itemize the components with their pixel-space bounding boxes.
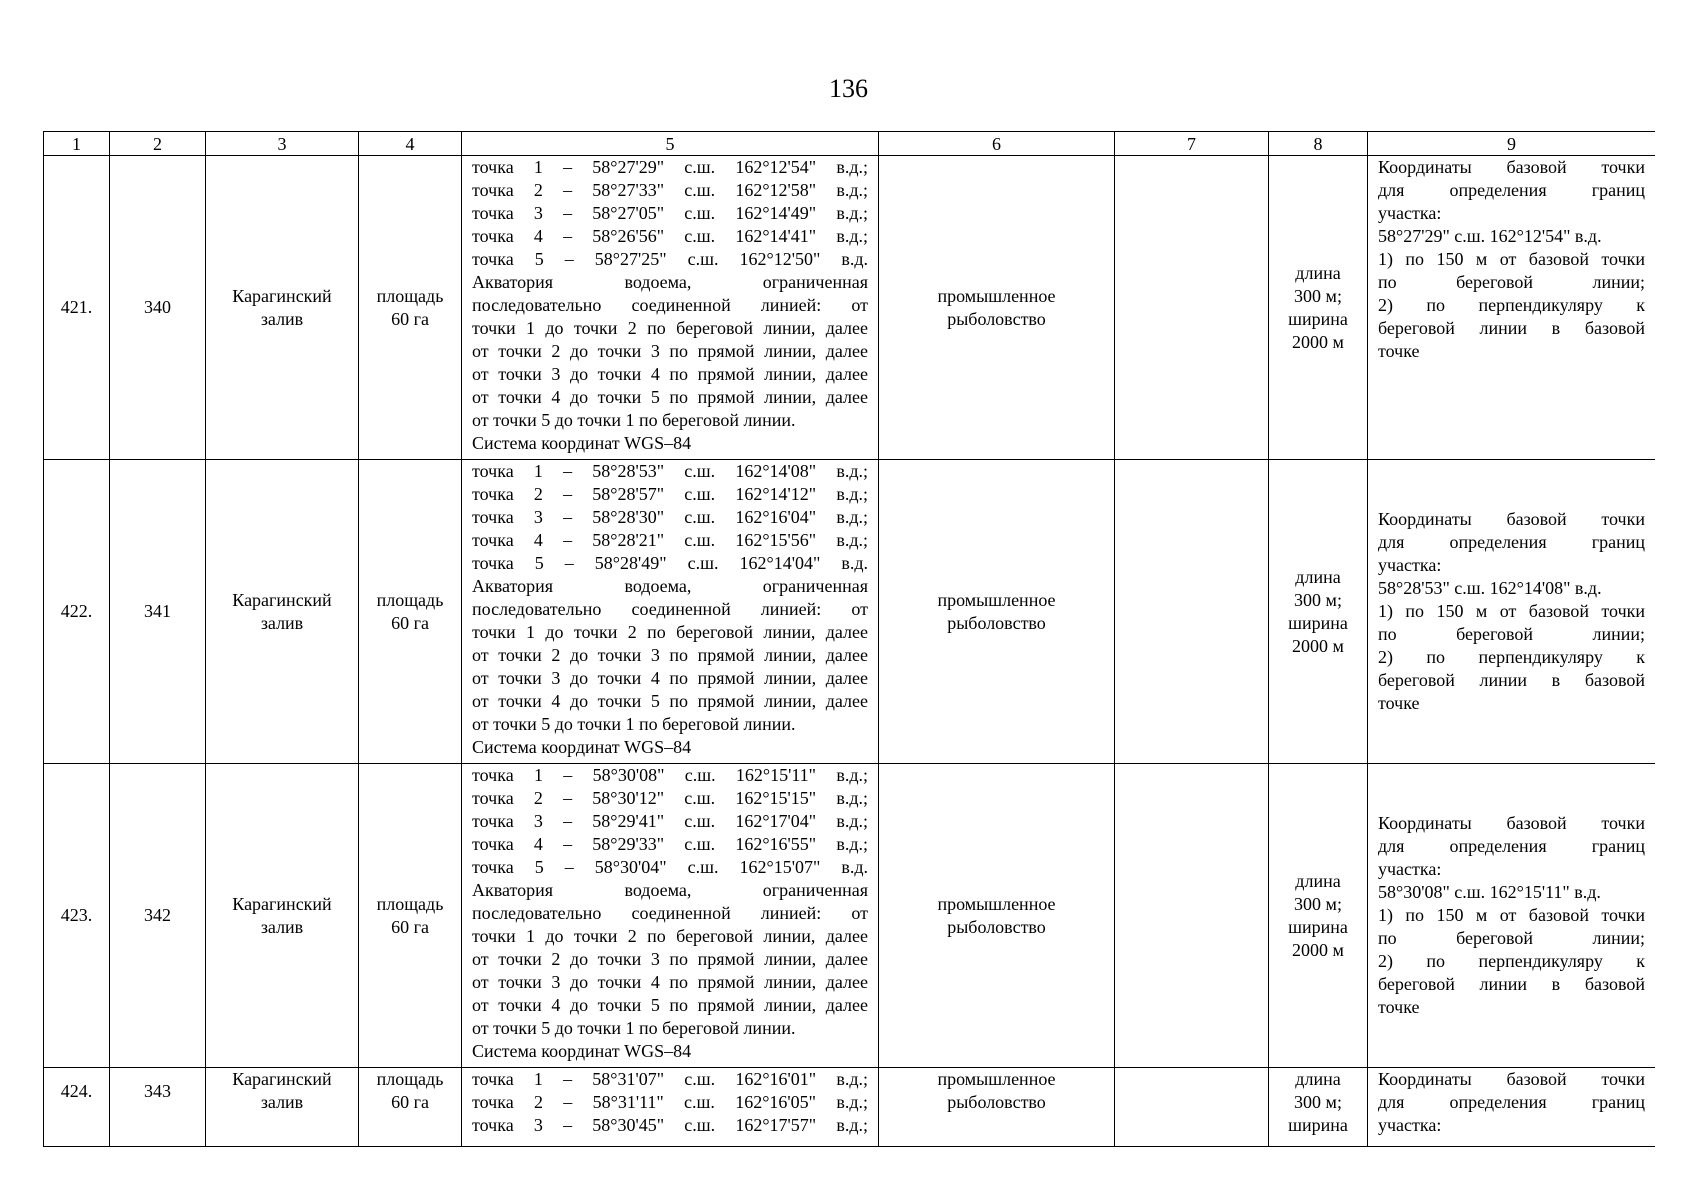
empty-cell	[1115, 460, 1269, 764]
description-line: от точки 2 до точки 3 по прямой линии, далее	[472, 949, 868, 969]
description-line: от точки 5 до точки 1 по береговой линии.	[472, 1018, 796, 1038]
header-cell: 4	[359, 132, 462, 156]
purpose-line: рыболовство	[947, 612, 1046, 633]
table-row	[44, 1068, 1656, 1148]
coordinate-system: Система координат WGS–84	[472, 433, 692, 453]
base-line: участка:	[1378, 203, 1442, 223]
description-line: Акватория водоема, ограниченная	[472, 576, 868, 596]
base-line: Координаты базовой точки	[1378, 509, 1645, 529]
location-line: залив	[260, 308, 304, 329]
area-line: 60 га	[391, 916, 429, 937]
table-row	[44, 764, 1656, 1068]
point-line: точка 2 – 58°30'12" с.ш. 162°15'15" в.д.;	[472, 788, 868, 808]
boundary-description	[462, 764, 879, 1068]
header-cell: 6	[879, 132, 1115, 156]
area-line: 60 га	[391, 1092, 429, 1112]
header-cell: 9	[1368, 132, 1656, 156]
purpose-cell	[879, 460, 1115, 764]
base-point-cell	[1368, 1068, 1656, 1148]
base-point-cell	[1368, 156, 1656, 460]
point-line: точка 1 – 58°30'08" с.ш. 162°15'11" в.д.;	[472, 765, 868, 785]
base-line: Координаты базовой точки	[1378, 813, 1645, 833]
size-line: длина	[1295, 870, 1341, 891]
empty-cell	[1115, 764, 1269, 1068]
boundary-description	[462, 156, 879, 460]
description-line: от точки 4 до точки 5 по прямой линии, далее	[472, 387, 868, 407]
base-line: для определения границ	[1378, 180, 1645, 200]
point-line: точка 2 – 58°27'33" с.ш. 162°12'58" в.д.;	[472, 180, 868, 200]
size-line: 300 м;	[1294, 893, 1342, 914]
area-line: площадь	[376, 1069, 444, 1089]
point-line: точка 3 – 58°29'41" с.ш. 162°17'04" в.д.;	[472, 811, 868, 831]
base-line: точке	[1378, 997, 1420, 1017]
location-line: Карагинский	[232, 893, 332, 914]
point-line: точка 5 – 58°28'49" с.ш. 162°14'04" в.д.	[472, 553, 868, 573]
purpose-line: рыболовство	[947, 916, 1046, 937]
base-point-cell	[1368, 764, 1656, 1068]
size-line: ширина	[1288, 612, 1348, 633]
size-cell	[1269, 156, 1368, 460]
area-line: площадь	[376, 285, 444, 306]
area-cell	[359, 460, 462, 764]
table-wrapper	[43, 131, 1655, 1147]
page-number: 136	[829, 74, 868, 103]
row-number: 424.	[44, 1068, 110, 1148]
area-id: 340	[110, 156, 206, 460]
point-line: точка 2 – 58°31'11" с.ш. 162°16'05" в.д.;	[472, 1092, 868, 1112]
size-line: 300 м;	[1294, 589, 1342, 610]
base-line: точке	[1378, 341, 1420, 361]
size-line: длина	[1295, 566, 1341, 587]
description-line: точки 1 до точки 2 по береговой линии, далее	[472, 622, 868, 642]
purpose-cell	[879, 156, 1115, 460]
area-line: 60 га	[391, 612, 429, 633]
purpose-line: рыболовство	[947, 1092, 1046, 1112]
area-line: площадь	[376, 589, 444, 610]
base-line: береговой линии в базовой	[1378, 670, 1645, 690]
point-line: точка 4 – 58°26'56" с.ш. 162°14'41" в.д.;	[472, 226, 868, 246]
point-line: точка 2 – 58°28'57" с.ш. 162°14'12" в.д.;	[472, 484, 868, 504]
point-line: точка 5 – 58°30'04" с.ш. 162°15'07" в.д.	[472, 857, 868, 877]
base-line: береговой линии в базовой	[1378, 974, 1645, 994]
point-line: точка 4 – 58°28'21" с.ш. 162°15'56" в.д.;	[472, 530, 868, 550]
description-line: от точки 4 до точки 5 по прямой линии, далее	[472, 691, 868, 711]
description-line: последовательно соединенной линией: от	[472, 295, 868, 315]
base-line: для определения границ	[1378, 836, 1645, 856]
row-number: 421.	[44, 156, 110, 460]
base-line: 2) по перпендикуляру к	[1378, 951, 1645, 971]
base-line: точке	[1378, 693, 1420, 713]
point-line: точка 5 – 58°27'25" с.ш. 162°12'50" в.д.	[472, 249, 868, 269]
description-line: от точки 5 до точки 1 по береговой линии.	[472, 410, 796, 430]
base-line: участка:	[1378, 1115, 1442, 1135]
base-line: по береговой линии;	[1378, 928, 1645, 948]
point-line: точка 3 – 58°27'05" с.ш. 162°14'49" в.д.;	[472, 203, 868, 223]
description-line: от точки 3 до точки 4 по прямой линии, далее	[472, 364, 868, 384]
coordinate-system: Система координат WGS–84	[472, 1041, 692, 1061]
header-cell: 3	[206, 132, 359, 156]
purpose-cell	[879, 1068, 1115, 1148]
header-row	[44, 132, 1656, 156]
description-line: от точки 5 до точки 1 по береговой линии.	[472, 714, 796, 734]
area-line: 60 га	[391, 308, 429, 329]
base-line: береговой линии в базовой	[1378, 318, 1645, 338]
description-line: Акватория водоема, ограниченная	[472, 272, 868, 292]
point-line: точка 4 – 58°29'33" с.ш. 162°16'55" в.д.;	[472, 834, 868, 854]
point-line: точка 1 – 58°27'29" с.ш. 162°12'54" в.д.;	[472, 157, 868, 177]
size-cell	[1269, 1068, 1368, 1148]
description-line: от точки 2 до точки 3 по прямой линии, далее	[472, 341, 868, 361]
base-line: 2) по перпендикуляру к	[1378, 647, 1645, 667]
description-line: от точки 4 до точки 5 по прямой линии, далее	[472, 995, 868, 1015]
description-line: последовательно соединенной линией: от	[472, 599, 868, 619]
point-line: точка 1 – 58°28'53" с.ш. 162°14'08" в.д.;	[472, 461, 868, 481]
base-line: 1) по 150 м от базовой точки	[1378, 905, 1645, 925]
area-id: 343	[110, 1068, 206, 1148]
base-line: 2) по перпендикуляру к	[1378, 295, 1645, 315]
point-line: точка 3 – 58°30'45" с.ш. 162°17'57" в.д.;	[472, 1115, 868, 1135]
location-line: залив	[260, 612, 304, 633]
description-line: последовательно соединенной линией: от	[472, 903, 868, 923]
row-number: 423.	[44, 764, 110, 1068]
location-line: Карагинский	[232, 589, 332, 610]
description-line: от точки 2 до точки 3 по прямой линии, далее	[472, 645, 868, 665]
area-cell	[359, 1068, 462, 1148]
base-line: 1) по 150 м от базовой точки	[1378, 249, 1645, 269]
description-line: точки 1 до точки 2 по береговой линии, далее	[472, 318, 868, 338]
base-line: для определения границ	[1378, 532, 1645, 552]
coordinate-system: Система координат WGS–84	[472, 737, 692, 757]
size-cell	[1269, 764, 1368, 1068]
empty-cell	[1115, 1068, 1269, 1148]
location-line: Карагинский	[232, 285, 332, 306]
location-cell	[206, 764, 359, 1068]
base-line: участка:	[1378, 555, 1442, 575]
base-line: участка:	[1378, 859, 1442, 879]
point-line: точка 1 – 58°31'07" с.ш. 162°16'01" в.д.;	[472, 1069, 868, 1089]
header-cell: 1	[44, 132, 110, 156]
area-cell	[359, 156, 462, 460]
boundary-description	[462, 1068, 879, 1148]
base-line: по береговой линии;	[1378, 272, 1645, 292]
header-cell: 8	[1269, 132, 1368, 156]
area-id: 342	[110, 764, 206, 1068]
purpose-line: рыболовство	[947, 308, 1046, 329]
size-line: 300 м;	[1294, 1092, 1342, 1112]
purpose-cell	[879, 764, 1115, 1068]
base-coordinates: 58°28'53" с.ш. 162°14'08" в.д.	[1378, 578, 1602, 598]
header-cell: 2	[110, 132, 206, 156]
area-cell	[359, 764, 462, 1068]
table-row	[44, 156, 1656, 460]
size-line: 2000 м	[1292, 939, 1344, 960]
location-line: Карагинский	[232, 1069, 332, 1089]
size-line: 2000 м	[1292, 635, 1344, 656]
empty-cell	[1115, 156, 1269, 460]
base-line: 1) по 150 м от базовой точки	[1378, 601, 1645, 621]
header-cell: 5	[462, 132, 879, 156]
base-coordinates: 58°30'08" с.ш. 162°15'11" в.д.	[1378, 882, 1601, 902]
boundary-description	[462, 460, 879, 764]
description-line: точки 1 до точки 2 по береговой линии, далее	[472, 926, 868, 946]
size-line: ширина	[1288, 1115, 1348, 1135]
table-row	[44, 460, 1656, 764]
location-cell	[206, 156, 359, 460]
area-line: площадь	[376, 893, 444, 914]
base-line: для определения границ	[1378, 1092, 1645, 1112]
area-id: 341	[110, 460, 206, 764]
point-line: точка 3 – 58°28'30" с.ш. 162°16'04" в.д.;	[472, 507, 868, 527]
description-line: от точки 3 до точки 4 по прямой линии, далее	[472, 668, 868, 688]
size-line: длина	[1295, 1069, 1341, 1089]
size-line: ширина	[1288, 308, 1348, 329]
purpose-line: промышленное	[937, 285, 1056, 306]
purpose-line: промышленное	[937, 893, 1056, 914]
base-point-cell	[1368, 460, 1656, 764]
location-cell	[206, 1068, 359, 1148]
size-line: 300 м;	[1294, 285, 1342, 306]
size-cell	[1269, 460, 1368, 764]
description-line: от точки 3 до точки 4 по прямой линии, далее	[472, 972, 868, 992]
location-cell	[206, 460, 359, 764]
purpose-line: промышленное	[937, 589, 1056, 610]
base-line: Координаты базовой точки	[1378, 1069, 1645, 1089]
size-line: 2000 м	[1292, 331, 1344, 352]
base-coordinates: 58°27'29" с.ш. 162°12'54" в.д.	[1378, 226, 1602, 246]
header-cell: 7	[1115, 132, 1269, 156]
purpose-line: промышленное	[937, 1069, 1056, 1089]
description-line: Акватория водоема, ограниченная	[472, 880, 868, 900]
row-number: 422.	[44, 460, 110, 764]
size-line: ширина	[1288, 916, 1348, 937]
base-line: по береговой линии;	[1378, 624, 1645, 644]
base-line: Координаты базовой точки	[1378, 157, 1645, 177]
location-line: залив	[260, 916, 304, 937]
fishing-areas-table	[43, 131, 1655, 1147]
location-line: залив	[260, 1092, 304, 1112]
size-line: длина	[1295, 262, 1341, 283]
